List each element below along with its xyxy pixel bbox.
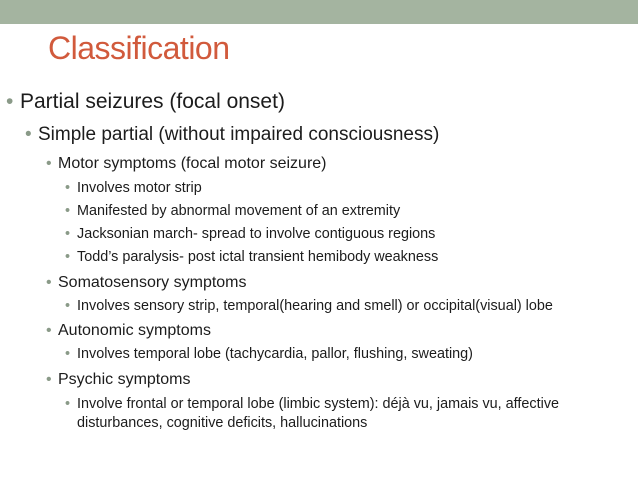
list-item-text: Simple partial (without impaired consciousness) bbox=[38, 124, 440, 145]
bullet-marker: • bbox=[65, 203, 71, 219]
list-item-text: Autonomic symptoms bbox=[58, 322, 211, 339]
bullet-marker: • bbox=[46, 371, 52, 388]
slide-title: Classification bbox=[48, 30, 230, 66]
list-item-text: Motor symptoms (focal motor seizure) bbox=[58, 155, 327, 172]
list-item-text: Involve frontal or temporal lobe (limbic system): déjà vu, jamais vu, affective disturbances, cognitive deficits, hallucinations bbox=[77, 396, 560, 431]
list-item bbox=[46, 155, 327, 173]
list-item-text: Involves temporal lobe (tachycardia, pallor, flushing, sweating) bbox=[77, 346, 473, 362]
list-item bbox=[65, 180, 202, 196]
list-item bbox=[65, 346, 473, 362]
bullet-marker: • bbox=[25, 124, 32, 145]
list-item-text: Partial seizures (focal onset) bbox=[20, 90, 285, 113]
list-item-text: Todd’s paralysis- post ictal transient hemibody weakness bbox=[77, 249, 439, 265]
list-item bbox=[46, 322, 211, 340]
list-item-text: Involves motor strip bbox=[77, 180, 202, 196]
bullet-marker: • bbox=[65, 298, 71, 314]
list-item bbox=[65, 226, 436, 242]
list-item bbox=[65, 298, 553, 314]
bullet-marker: • bbox=[46, 322, 52, 339]
bullet-marker: • bbox=[65, 180, 71, 196]
bullet-marker: • bbox=[65, 226, 71, 242]
bullet-marker: • bbox=[65, 346, 71, 362]
list-item-text: Manifested by abnormal movement of an extremity bbox=[77, 203, 401, 219]
list-item-text: Involves sensory strip, temporal(hearing and smell) or occipital(visual) lobe bbox=[77, 298, 553, 314]
list-item bbox=[46, 371, 191, 389]
bullet-marker: • bbox=[6, 90, 14, 113]
list-item bbox=[65, 395, 617, 433]
list-item-text: Jacksonian march- spread to involve contiguous regions bbox=[77, 226, 436, 242]
list-item bbox=[46, 274, 247, 292]
bullet-marker: • bbox=[65, 249, 71, 265]
list-item bbox=[6, 90, 285, 114]
list-item bbox=[65, 249, 439, 265]
list-item-text: Psychic symptoms bbox=[58, 371, 191, 388]
top-accent-band bbox=[0, 0, 638, 24]
bullet-marker: • bbox=[46, 274, 52, 291]
bullet-marker: • bbox=[46, 155, 52, 172]
bullet-marker: • bbox=[65, 396, 71, 412]
list-item-text: Somatosensory symptoms bbox=[58, 274, 247, 291]
list-item bbox=[65, 203, 401, 219]
list-item bbox=[25, 124, 440, 146]
